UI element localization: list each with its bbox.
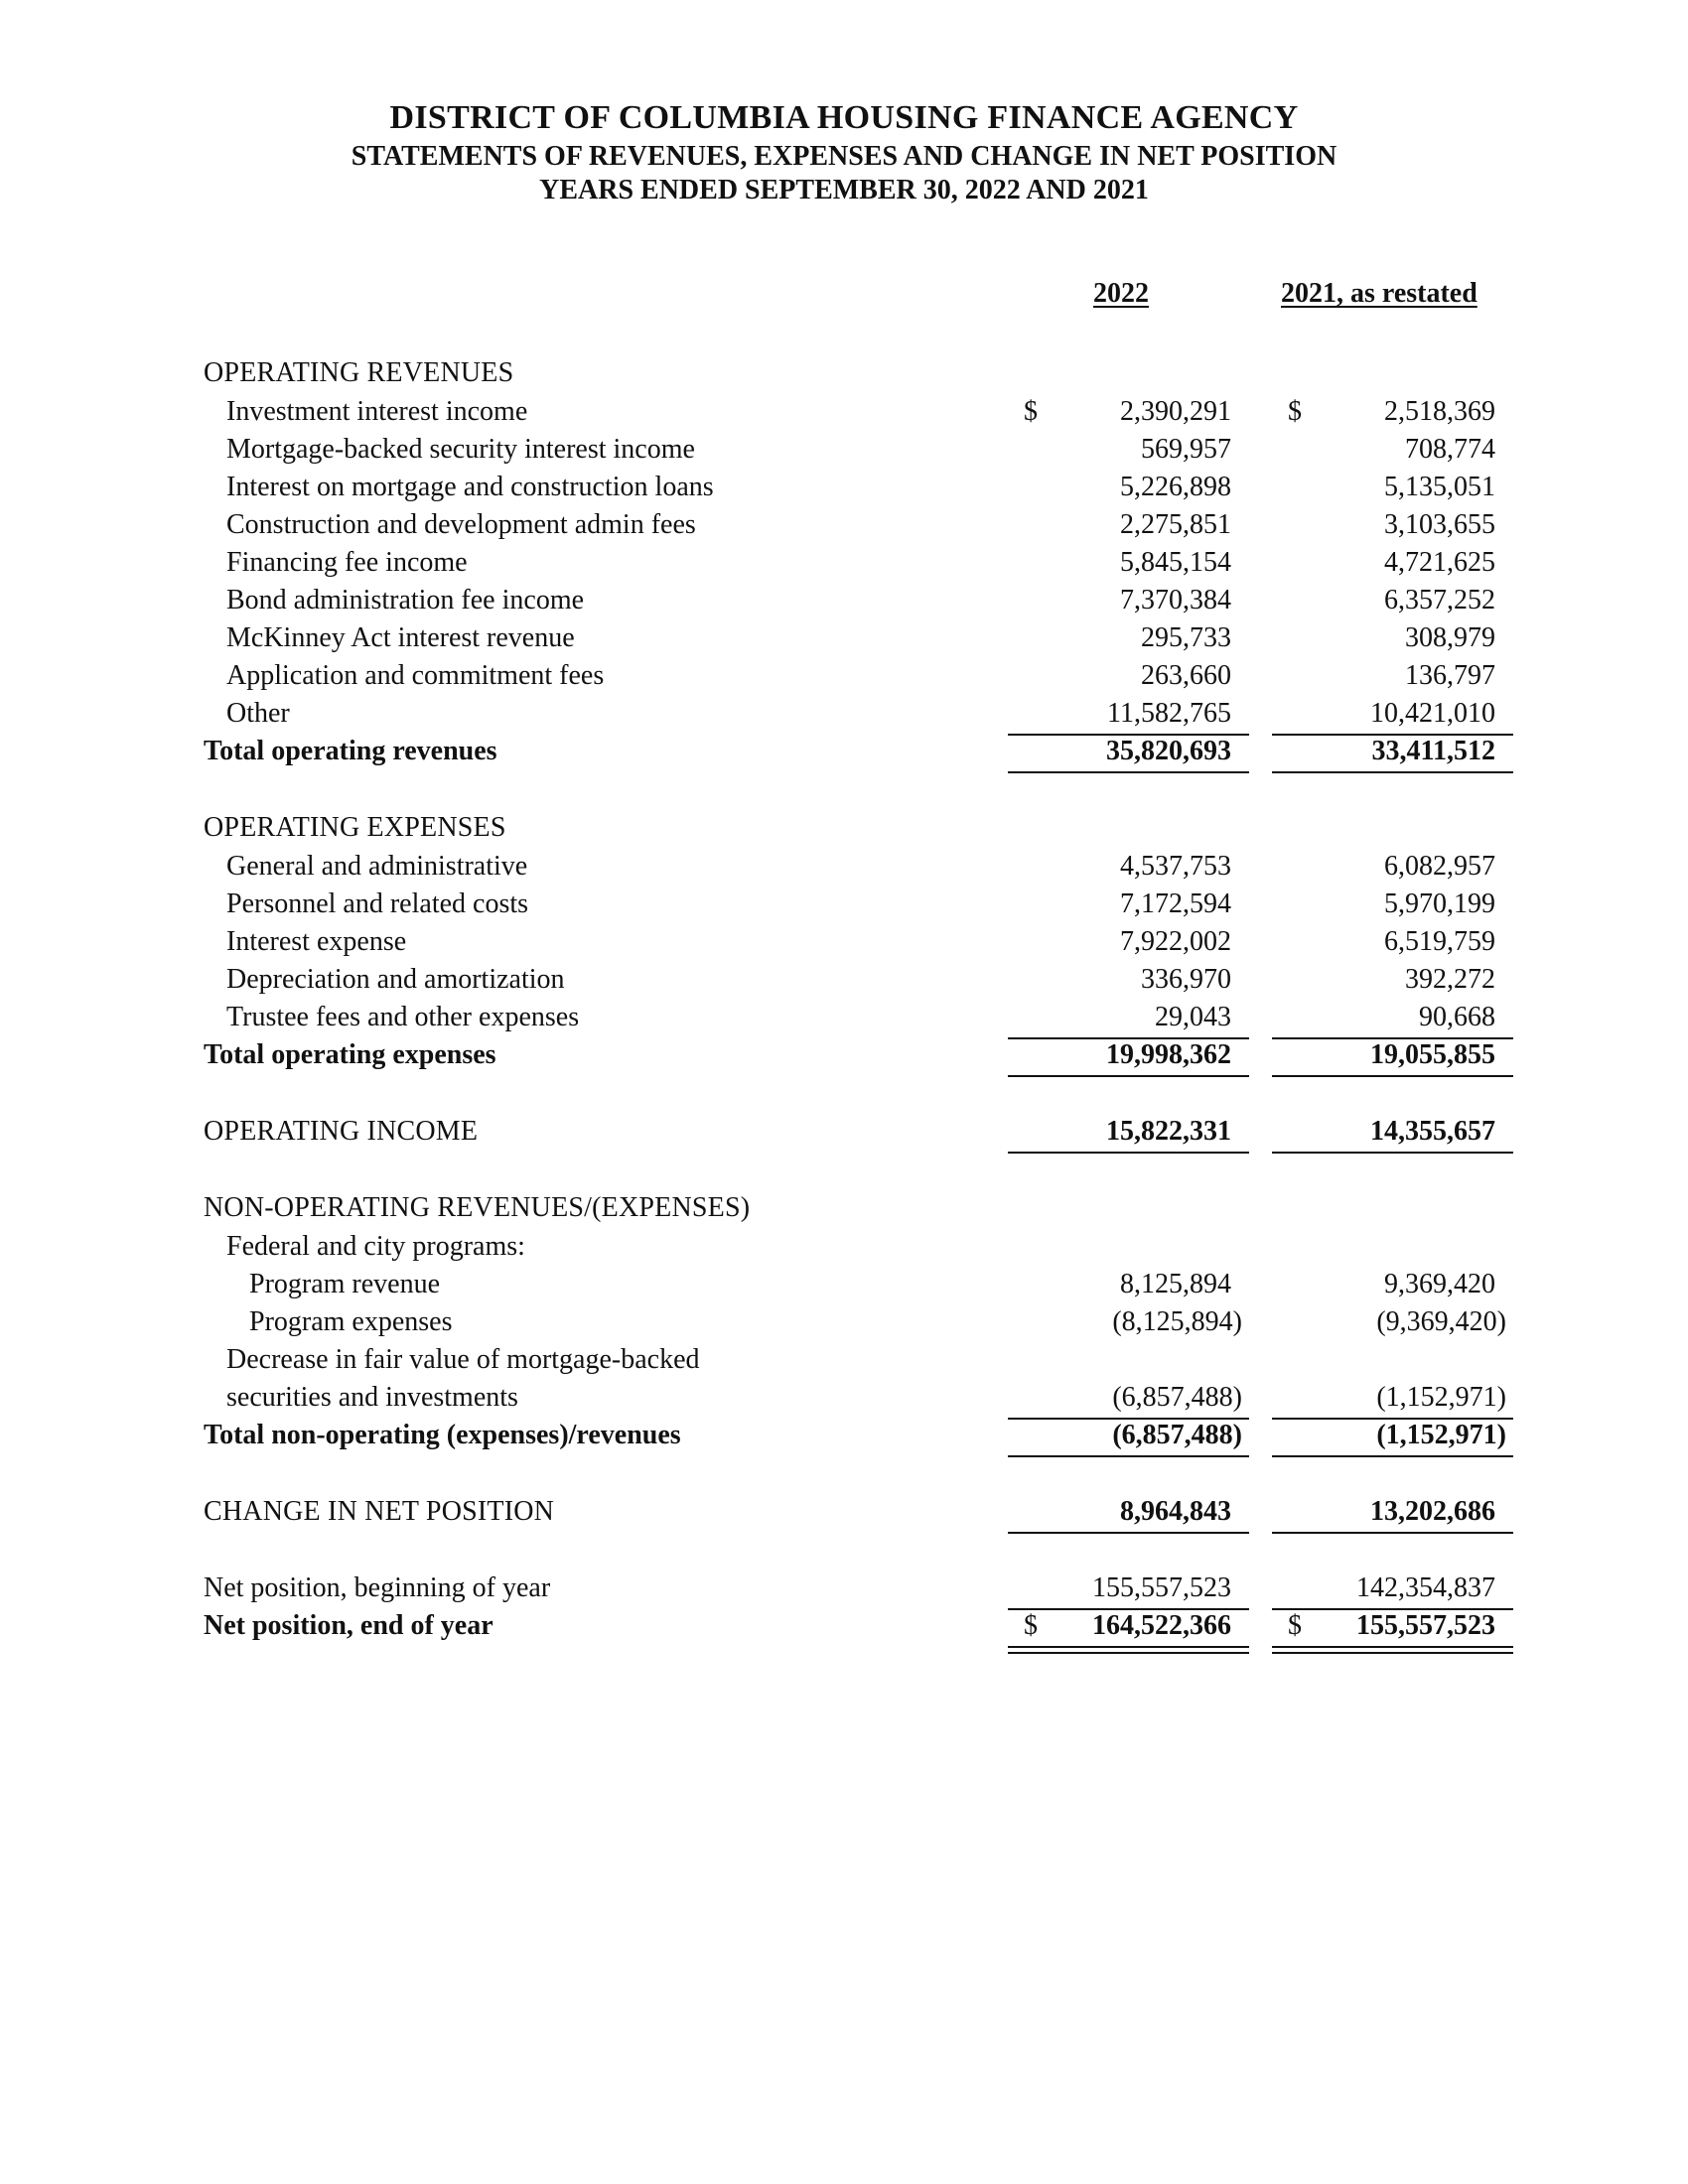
row-label: CHANGE IN NET POSITION xyxy=(204,1496,555,1527)
value-2021: 155,557,523 xyxy=(1356,1610,1495,1641)
value-2022: 8,125,894 xyxy=(1120,1269,1231,1299)
value-2021: 14,355,657 xyxy=(1370,1116,1495,1147)
statement-period: YEARS ENDED SEPTEMBER 30, 2022 AND 2021 xyxy=(539,175,1149,205)
table-row xyxy=(0,396,1688,434)
row-label: Depreciation and amortization xyxy=(226,964,565,995)
section-heading-non-operating xyxy=(0,1192,1688,1230)
value-2022: 569,957 xyxy=(1141,434,1231,465)
row-label: Personnel and related costs xyxy=(226,888,529,919)
sub-heading-label: Federal and city programs: xyxy=(226,1231,525,1262)
row-label: Program expenses xyxy=(249,1306,453,1337)
dollar-sign-2021: $ xyxy=(1288,396,1302,427)
table-row xyxy=(0,926,1688,964)
value-2022: 29,043 xyxy=(1155,1002,1231,1032)
sub-heading-programs xyxy=(0,1231,1688,1269)
row-label: Net position, end of year xyxy=(204,1610,493,1641)
table-row xyxy=(0,851,1688,888)
value-2021: 9,369,420 xyxy=(1384,1269,1495,1299)
value-2021: 4,721,625 xyxy=(1384,547,1495,578)
total-row-operating-expenses xyxy=(0,1039,1688,1077)
section-heading-label: NON-OPERATING REVENUES/(EXPENSES) xyxy=(204,1192,751,1223)
value-2021: 13,202,686 xyxy=(1370,1496,1495,1527)
value-2021: 6,519,759 xyxy=(1384,926,1495,957)
value-2022: 15,822,331 xyxy=(1106,1116,1231,1147)
value-2022: 19,998,362 xyxy=(1106,1039,1231,1070)
dollar-sign-2022: $ xyxy=(1024,396,1038,427)
value-2022: 7,172,594 xyxy=(1120,888,1231,919)
row-label: Other xyxy=(226,698,290,729)
value-2021: 6,357,252 xyxy=(1384,585,1495,615)
row-label: Total operating revenues xyxy=(204,736,497,766)
value-2022: 4,537,753 xyxy=(1120,851,1231,882)
net-position-beginning-row xyxy=(0,1572,1688,1610)
row-label: Total non-operating (expenses)/revenues xyxy=(204,1420,681,1450)
section-heading-operating-expenses xyxy=(0,812,1688,850)
table-row xyxy=(0,434,1688,472)
value-2021: 392,272 xyxy=(1405,964,1495,995)
column-header-2022: 2022 xyxy=(1093,278,1149,309)
double-rule-top xyxy=(1008,1646,1249,1648)
table-row xyxy=(0,547,1688,585)
row-label: Total operating expenses xyxy=(204,1039,496,1070)
row-label: Interest expense xyxy=(226,926,407,957)
value-2021: 19,055,855 xyxy=(1370,1039,1495,1070)
value-2021: 2,518,369 xyxy=(1384,396,1495,427)
table-row xyxy=(0,1382,1688,1420)
total-rule xyxy=(1008,1075,1249,1077)
dollar-sign-2021: $ xyxy=(1288,1610,1302,1641)
row-label: General and administrative xyxy=(226,851,528,882)
row-label: Mortgage-backed security interest income xyxy=(226,434,695,465)
value-2022: 336,970 xyxy=(1141,964,1231,995)
double-rule-bottom xyxy=(1272,1652,1513,1654)
table-row xyxy=(0,964,1688,1002)
value-2022: 35,820,693 xyxy=(1106,736,1231,766)
row-label: securities and investments xyxy=(226,1382,518,1413)
row-label: Application and commitment fees xyxy=(226,660,605,691)
operating-income-row xyxy=(0,1116,1688,1154)
table-row xyxy=(0,1269,1688,1306)
value-2022: (6,857,488) xyxy=(1112,1420,1242,1450)
value-2022: 5,845,154 xyxy=(1120,547,1231,578)
value-2021: 308,979 xyxy=(1405,622,1495,653)
value-2021: 6,082,957 xyxy=(1384,851,1495,882)
double-rule-top xyxy=(1272,1646,1513,1648)
table-row xyxy=(0,472,1688,509)
value-2022: 7,370,384 xyxy=(1120,585,1231,615)
table-row xyxy=(0,509,1688,547)
total-row-operating-revenues xyxy=(0,736,1688,773)
row-label: Program revenue xyxy=(249,1269,441,1299)
row-label: Decrease in fair value of mortgage-backed xyxy=(226,1344,700,1375)
total-rule xyxy=(1008,1152,1249,1154)
section-heading-operating-revenues xyxy=(0,357,1688,395)
total-row-non-operating xyxy=(0,1420,1688,1457)
net-position-end-row xyxy=(0,1610,1688,1648)
value-2022: 164,522,366 xyxy=(1092,1610,1231,1641)
table-row xyxy=(0,585,1688,622)
total-rule xyxy=(1008,771,1249,773)
value-2022: 5,226,898 xyxy=(1120,472,1231,502)
value-2022: 263,660 xyxy=(1141,660,1231,691)
table-row-label-continued xyxy=(0,1344,1688,1382)
row-label: Interest on mortgage and construction loans xyxy=(226,472,714,502)
table-row xyxy=(0,622,1688,660)
total-rule xyxy=(1272,1152,1513,1154)
value-2021: 10,421,010 xyxy=(1370,698,1495,729)
value-2021: 136,797 xyxy=(1405,660,1495,691)
value-2021: (1,152,971) xyxy=(1376,1382,1506,1413)
value-2021: 5,970,199 xyxy=(1384,888,1495,919)
value-2022: 155,557,523 xyxy=(1092,1572,1231,1603)
table-row xyxy=(0,1306,1688,1344)
row-label: Bond administration fee income xyxy=(226,585,585,615)
table-row xyxy=(0,888,1688,926)
value-2022: 8,964,843 xyxy=(1120,1496,1231,1527)
total-rule xyxy=(1272,1455,1513,1457)
value-2021: 3,103,655 xyxy=(1384,509,1495,540)
dollar-sign-2022: $ xyxy=(1024,1610,1038,1641)
value-2022: 11,582,765 xyxy=(1107,698,1231,729)
value-2022: (6,857,488) xyxy=(1112,1382,1242,1413)
double-rule-bottom xyxy=(1008,1652,1249,1654)
row-label: Financing fee income xyxy=(226,547,468,578)
value-2021: 708,774 xyxy=(1405,434,1495,465)
row-label: Construction and development admin fees xyxy=(226,509,696,540)
section-heading-label: OPERATING REVENUES xyxy=(204,357,514,388)
total-rule xyxy=(1272,1532,1513,1534)
value-2022: 2,390,291 xyxy=(1120,396,1231,427)
value-2021: 33,411,512 xyxy=(1371,736,1495,766)
value-2021: (1,152,971) xyxy=(1376,1420,1506,1450)
agency-title: DISTRICT OF COLUMBIA HOUSING FINANCE AGENCY xyxy=(389,99,1299,136)
table-row xyxy=(0,660,1688,698)
table-row xyxy=(0,698,1688,736)
value-2021: (9,369,420) xyxy=(1376,1306,1506,1337)
row-label: OPERATING INCOME xyxy=(204,1116,479,1147)
value-2022: 295,733 xyxy=(1141,622,1231,653)
value-2022: 7,922,002 xyxy=(1120,926,1231,957)
change-in-net-position-row xyxy=(0,1496,1688,1534)
row-label: McKinney Act interest revenue xyxy=(226,622,575,653)
statement-title: STATEMENTS OF REVENUES, EXPENSES AND CHANGE IN NET POSITION xyxy=(351,141,1337,172)
row-label: Trustee fees and other expenses xyxy=(226,1002,580,1032)
total-rule xyxy=(1272,1075,1513,1077)
value-2022: (8,125,894) xyxy=(1112,1306,1242,1337)
total-rule xyxy=(1008,1455,1249,1457)
value-2021: 5,135,051 xyxy=(1384,472,1495,502)
column-header-2021: 2021, as restated xyxy=(1281,278,1477,309)
row-label: Investment interest income xyxy=(226,396,528,427)
table-row xyxy=(0,1002,1688,1039)
section-heading-label: OPERATING EXPENSES xyxy=(204,812,506,843)
value-2021: 142,354,837 xyxy=(1356,1572,1495,1603)
total-rule xyxy=(1272,771,1513,773)
row-label: Net position, beginning of year xyxy=(204,1572,551,1603)
total-rule xyxy=(1008,1532,1249,1534)
value-2021: 90,668 xyxy=(1419,1002,1495,1032)
value-2022: 2,275,851 xyxy=(1120,509,1231,540)
